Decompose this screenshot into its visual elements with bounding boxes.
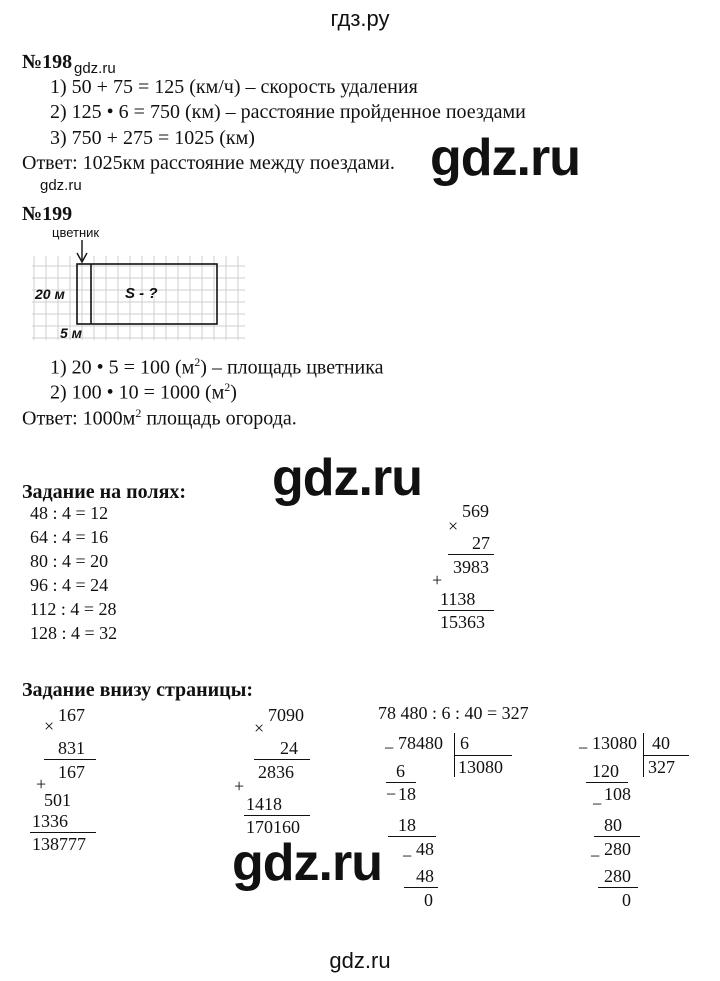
d2-rule-3 [598,887,638,888]
m1-p2: 501 [44,790,71,810]
p199-answer [22,401,297,431]
d2-s2: 80 [604,815,622,835]
d2-rule-1 [586,782,628,783]
d1-s3: 48 [416,866,434,886]
m2-a: 7090 [268,705,304,725]
d1-rule-3 [404,887,438,888]
mult-rule-1 [448,554,494,555]
mult-p1: 3983 [453,557,489,577]
d2-rem: 0 [622,890,631,910]
plus-sign: + [36,774,47,794]
d2-dividend: 13080 [592,733,637,753]
margin-line-3: 80 : 4 = 20 [30,551,109,571]
margin-line-2: 64 : 4 = 16 [30,527,109,547]
m1-a: 167 [58,705,85,725]
minus-sign: − [402,846,413,866]
mult-b: 27 [472,533,490,553]
d1-rule-2 [388,836,436,837]
plus-sign: + [234,776,245,796]
d1-divisor: 6 [460,733,469,753]
d1-dividend: 78480 [398,733,443,753]
margin-task-title: Задание на полях: [22,481,187,503]
sup-2: 2 [194,355,201,369]
division-expression: 78 480 : 6 : 40 = 327 [378,703,529,723]
bottom-task-title: Задание внизу страницы: [22,679,253,701]
d1-quotient: 13080 [458,757,503,777]
watermark-big-2: gdz.ru [272,449,422,507]
p199-answer-tail: площадь огорода. [141,407,297,430]
p199-step-2-main: 2) 100 • 10 = 1000 (м [50,381,225,404]
watermark-big-3: gdz.ru [232,834,382,892]
m2-b: 24 [280,738,298,758]
d1-s2: 18 [398,815,416,835]
watermark-small: gdz.ru [74,60,116,77]
p199-step-1-tail: – площадь цветника [206,356,384,379]
d2-r1: 108 [604,784,631,804]
minus-sign: − [384,738,395,758]
mult-result: 15363 [440,612,485,632]
p199-answer-main: Ответ: 1000м [22,407,136,430]
d2-quot-rule [643,755,689,756]
d1-rem: 0 [424,890,433,910]
sup-2: 2 [224,380,231,394]
mult-p2: 1138 [440,589,476,609]
m2-p2: 1418 [246,794,282,814]
d1-rule-1 [386,782,416,783]
m2-p1: 2836 [258,762,294,782]
m2-rule-2 [244,815,310,816]
d1-r1: 18 [398,784,416,804]
minus-sign: − [592,794,603,814]
d2-s1: 120 [592,761,619,781]
width-label: 5 м [60,325,83,341]
m2-result: 170160 [246,817,300,837]
d2-divisor: 40 [652,733,670,753]
plus-sign: + [432,570,443,590]
d2-s3: 280 [604,866,631,886]
margin-line-1: 48 : 4 = 12 [30,503,109,523]
d1-quot-rule [454,755,512,756]
flowerbed-label: цветник [52,225,100,240]
d1-r2: 48 [416,839,434,859]
p198-step-2: 2) 125 • 6 = 750 (км) – расстояние пройденное поездами [50,101,526,123]
mult-a: 569 [462,501,489,521]
m1-p3: 1336 [32,811,68,831]
watermark-small-2: gdz.ru [40,177,82,194]
d2-r2: 280 [604,839,631,859]
sup-2: 2 [135,406,142,420]
p198-step-1: 1) 50 + 75 = 125 (км/ч) – скорость удаления [50,76,418,98]
m1-rule-1 [44,759,96,760]
site-header: гдз.ру [330,6,390,31]
margin-line-5: 112 : 4 = 28 [30,599,117,619]
mult-rule-2 [438,610,494,611]
area-label: S - ? [125,285,158,302]
minus-sign: − [386,784,397,804]
paren: ) [200,356,207,379]
margin-line-4: 96 : 4 = 24 [30,575,109,595]
flowerbed-diagram [30,222,250,347]
m1-result: 138777 [32,834,86,854]
problem-198-title: №198 [22,51,73,73]
times-sign: × [44,716,55,736]
paren: ) [230,381,237,404]
minus-sign: − [578,738,589,758]
d2-quotient: 327 [648,757,675,777]
m1-p1: 167 [58,762,85,782]
footer-watermark: gdz.ru [329,948,391,973]
d1-s1: 6 [396,761,405,781]
height-label: 20 м [35,286,65,302]
p198-step-3: 3) 750 + 275 = 1025 (км) [50,127,255,149]
times-sign: × [448,516,459,536]
m2-rule-1 [254,759,310,760]
watermark-big-1: gdz.ru [430,129,580,187]
d2-rule-2 [594,836,640,837]
m1-rule-2 [30,832,96,833]
times-sign: × [254,718,265,738]
p199-step-1-main: 1) 20 • 5 = 100 (м [50,356,195,379]
p198-answer: Ответ: 1025км расстояние между поездами. [22,152,395,174]
minus-sign: − [590,846,601,866]
m1-b: 831 [58,738,85,758]
problem-199-title: №199 [22,203,73,225]
margin-line-6: 128 : 4 = 32 [30,623,118,643]
